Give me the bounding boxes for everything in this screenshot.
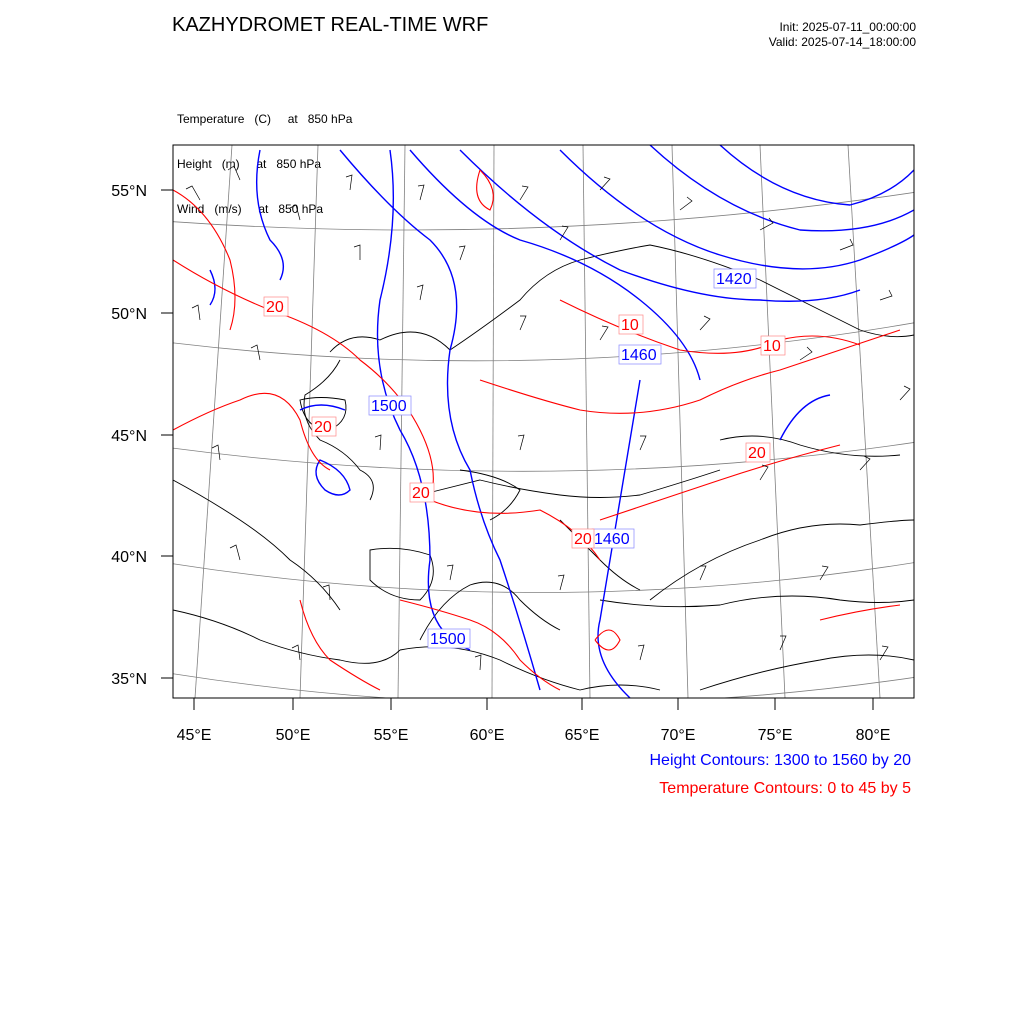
valid-time: Valid: 2025-07-14_18:00:00 <box>768 35 916 49</box>
temperature-label: 10 <box>621 317 639 334</box>
height-label: 1460 <box>594 531 630 548</box>
temperature-label: 20 <box>266 299 284 316</box>
field-temperature: Temperature (C) at 850 hPa <box>177 112 353 126</box>
temperature-labels <box>264 297 785 548</box>
x-tick-label: 55°E <box>373 727 409 744</box>
temperature-label: 20 <box>574 531 592 548</box>
y-tick-label: 50°N <box>111 306 147 323</box>
field-height: Height (m) at 850 hPa <box>177 157 322 171</box>
y-tick-label: 40°N <box>111 549 147 566</box>
height-label: 1460 <box>621 347 657 364</box>
height-label: 1500 <box>371 398 407 415</box>
x-tick-label: 70°E <box>660 727 696 744</box>
x-axis-labels <box>177 727 891 744</box>
height-legend: Height Contours: 1300 to 1560 by 20 <box>649 752 911 769</box>
graticule <box>150 145 930 704</box>
init-time: Init: 2025-07-11_00:00:00 <box>779 20 916 34</box>
temperature-label: 20 <box>748 445 766 462</box>
temperature-label: 10 <box>763 338 781 355</box>
x-tick-label: 50°E <box>275 727 311 744</box>
y-axis-labels <box>111 183 147 688</box>
y-tick-label: 55°N <box>111 183 147 200</box>
x-tick-label: 75°E <box>757 727 793 744</box>
x-tick-label: 45°E <box>176 727 212 744</box>
wind-barbs <box>186 166 910 670</box>
x-tick-label: 60°E <box>469 727 505 744</box>
map-title: KAZHYDROMET REAL-TIME WRF <box>172 14 489 36</box>
temperature-label: 20 <box>412 485 430 502</box>
field-wind: Wind (m/s) at 850 hPa <box>177 202 324 216</box>
y-tick-label: 45°N <box>111 428 147 445</box>
x-tick-label: 80°E <box>855 727 891 744</box>
temperature-label: 20 <box>314 419 332 436</box>
height-label: 1420 <box>716 271 752 288</box>
height-label: 1500 <box>430 631 466 648</box>
x-tick-label: 65°E <box>564 727 600 744</box>
y-tick-label: 35°N <box>111 671 147 688</box>
temperature-legend: Temperature Contours: 0 to 45 by 5 <box>659 780 911 797</box>
temperature-contours <box>173 170 900 690</box>
